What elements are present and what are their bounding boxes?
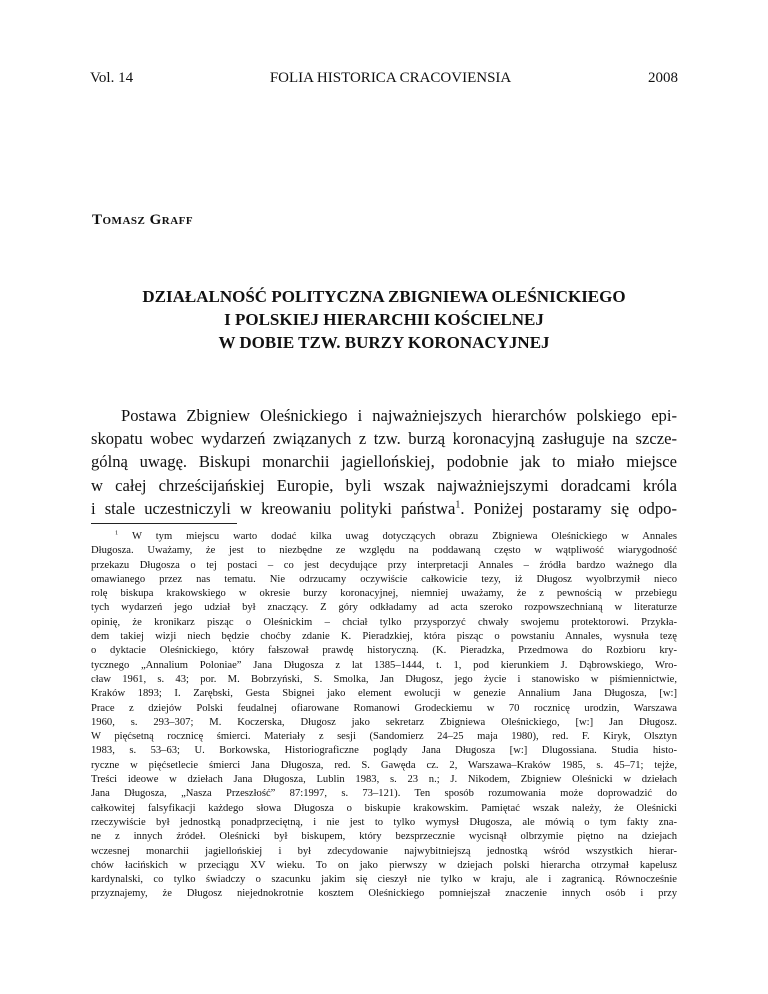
- volume-label: Vol. 14: [90, 70, 134, 86]
- body-line: [91, 497, 677, 520]
- footnote-line: Długosza. Uważamy, że jest to niezbędne ze względu na poddawaną często w wątpliwość wiarygodność: [91, 545, 677, 557]
- body-line: w całej chrześcijańskiej Europie, byli wszak najważniejszymi doradcami króla: [91, 475, 677, 495]
- footnote-line: omawianego przez nas tematu. Nie odrzucamy oczywiście całkowicie tezy, iż Długosz wyolbrzymił nieco: [91, 573, 677, 585]
- footnote-line: Treści ideowe w dziełach Jana Długosza, Lublin 1983, s. 23 n.; J. Nikodem, Zbigniew Oleśnicki w dziełach: [91, 774, 677, 786]
- title-line: I POLSKIEJ HIERARCHII KOŚCIELNEJ: [224, 310, 544, 329]
- title-line: W DOBIE TZW. BURZY KORONACYJNEJ: [218, 333, 550, 352]
- footnote-text: W tym miejscu warto dodać kilka uwag dotyczących obrazu Zbigniewa Oleśnickiego w Annales: [131, 531, 677, 542]
- footnote: [91, 530, 677, 902]
- footnote-line: 1960, s. 293–307; M. Koczerska, Długosz jako sekretarz Zbigniewa Oleśnickiego, [w:] Jan Długosz.: [91, 716, 677, 728]
- article-title: [80, 285, 688, 354]
- footnote-line: 1983, s. 53–63; U. Borkowska, Historiograficzne poglądy Jana Długosza [w:] Dlugossiana. Studia histo-: [91, 745, 677, 757]
- footnote-line: Prace z dziejów Polski feudalnej ofiarowane Romanowi Grodeckiemu w 70 rocznicę urodzin, Warszawa: [91, 702, 677, 714]
- footnote-line: cław 1961, s. 43; por. M. Bobrzyński, S. Smolka, Jan Długosz, jego życie i stanowisko w piśmiennictwie,: [91, 673, 677, 685]
- body-line: Postawa Zbigniew Oleśnickiego i najważniejszych hierarchów polskiego epi-: [121, 406, 677, 425]
- running-header: [90, 70, 678, 87]
- footnote-line: całkowitej falsyfikacji każdego słowa Długosza o biskupie krakowskim. Pamiętać wszak należy, że Oleśnicki: [91, 802, 677, 814]
- footnote-line: chów łacińskich w przeciągu XV wieku. To on jako pierwszy w dziejach polski hierarcha otrzymał kapelusz: [91, 859, 677, 871]
- body-paragraph: [91, 404, 677, 520]
- footnote-number: 1: [115, 530, 119, 537]
- footnote-line: ryczne w pięćsetlecie śmierci Jana Długosza, red. S. Gawęda cz. 2, Warszawa–Kraków 1985, s. 45–71; tejże,: [91, 759, 677, 771]
- footnote-line: tych wydarzeń jego udział był znaczący. Z góry odkładamy ad acta szeroko rozpowszechnianą w literaturze: [91, 602, 677, 614]
- author-name: Tomasz Graff: [92, 212, 194, 228]
- footnote-divider: [91, 523, 237, 524]
- year-label: 2008: [648, 70, 678, 86]
- body-line: gólną uwagę. Biskupi monarchii jagiellońskiej, podobnie jak to miało miejsce: [91, 452, 677, 472]
- body-text-segment: . Poniżej postaramy się odpo-: [460, 498, 677, 518]
- footnote-line: rzeczywiście był jednostką ponadprzeciętną, i nie jest to tylko wymysł Długosza, ale mówią o tym fakty zna-: [91, 816, 677, 828]
- footnote-line: o dyktacie Oleśnickiego, który fałszował prawdę historyczną. (K. Pieradzka, Przedmowa do Rozbioru kry-: [91, 645, 677, 657]
- footnote-line: ne z innych źródeł. Oleśnicki był biskupem, który bezsprzecznie wycisnął olbrzymie piętno na dziejach: [91, 831, 677, 843]
- title-line: DZIAŁALNOŚĆ POLITYCZNA ZBIGNIEWA OLEŚNICKIEGO: [142, 287, 626, 306]
- footnote-line: dem takiej wizji niech będzie choćby zdanie K. Pieradzkiej, która pisząc o powstaniu Annales, wysnuła tezę: [91, 631, 677, 643]
- footnote-line: wczesnej monarchii jagiellońskiej i był zdecydowanie najwybitniejszą jednostką wśród wszystkich hierar-: [91, 845, 677, 857]
- journal-title: FOLIA HISTORICA CRACOVIENSIA: [269, 70, 512, 86]
- footnote-line: kardynalski, co tylko świadczy o szacunku jakim się cieszył nie tylko w kraju, ale i zagranicą. Równocześnie: [91, 874, 677, 886]
- footnote-line: Jana Długosza, „Nasza Przeszłość” 87:1997, s. 73–121). Ten sposób rozumowania może doprowadzić do: [91, 788, 677, 800]
- footnote-line: [91, 530, 677, 544]
- footnote-marker: 1: [455, 499, 461, 511]
- footnote-line: rolę biskupa krakowskiego w okresie burzy koronacyjnej, niemniej uważamy, że z pewnością w przebiegu: [91, 588, 677, 600]
- footnote-line: przyznajemy, że Długosz niejednokrotnie kosztem Oleśnickiego pomniejszał znaczenie innych osób i przy: [91, 888, 677, 900]
- footnote-line: Kraków 1893; I. Zarębski, Gesta Sbignei jako element ewolucji w genezie Annalium Jana Długosza, [w:]: [91, 688, 677, 700]
- body-text-segment: i stale uczestniczyli w kreowaniu polityki państwa: [91, 498, 456, 518]
- footnote-line: W pięćsetną rocznicę śmierci. Materiały z sesji (Sandomierz 24–25 maja 1980), red. F. Kiryk, Olsztyn: [91, 731, 677, 743]
- body-line: skopatu wobec wydarzeń związanych z tzw. burzą koronacyjną zasługuje na szcze-: [91, 429, 677, 449]
- footnote-line: przekazu Długosza o tej postaci – co jest decydujące przy interpretacji Annales – źródła bardzo ważnego dla: [91, 559, 677, 571]
- footnote-line: opinię, że kronikarz pisząc o Oleśnickim – chciał tylko przysporzyć chwały swojemu protektorowi. Przykła-: [91, 616, 677, 628]
- footnote-line: tycznego „Annalium Poloniae” Jana Długosza z lat 1385–1444, t. 1, pod kierunkiem J. Dąbrowskiego, Wro-: [91, 659, 677, 671]
